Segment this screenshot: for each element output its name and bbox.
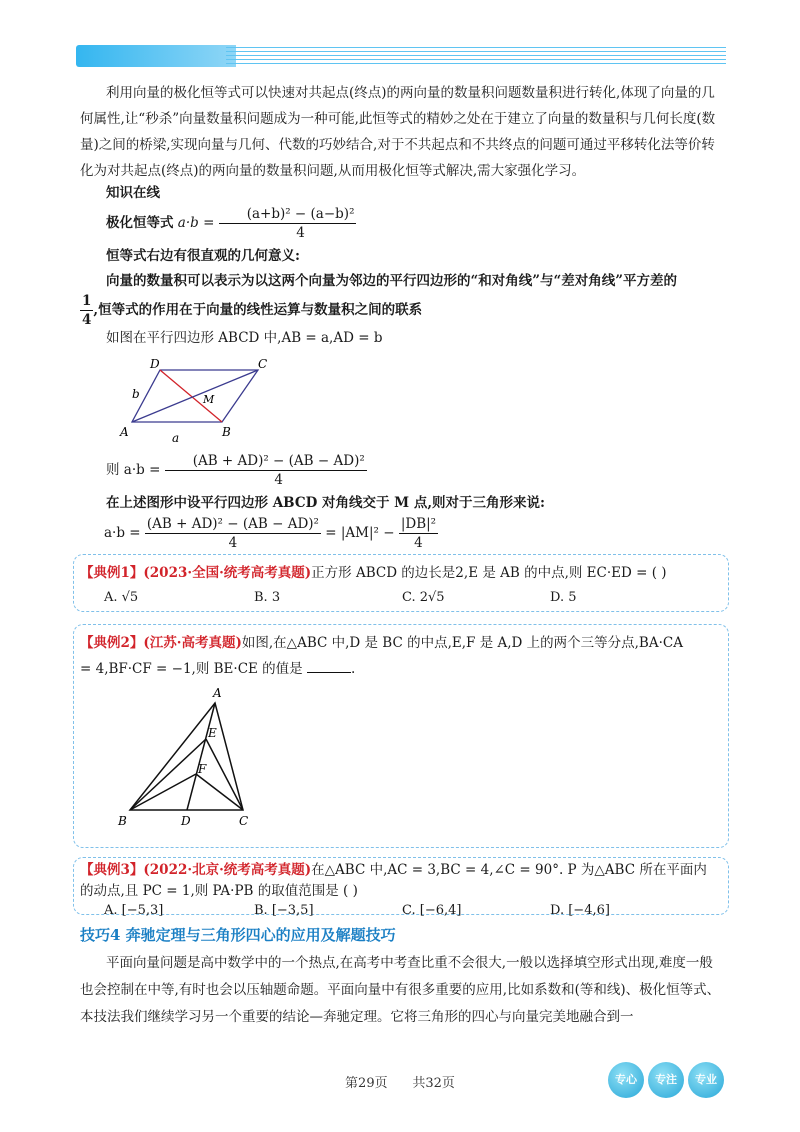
example1-option-a[interactable]: A. √5: [104, 590, 139, 605]
para2b-text: ,恒等式的作用在于向量的线性运算与数量积之间的联系: [93, 302, 423, 318]
header-bar: [76, 45, 236, 67]
tri-label-D: D: [181, 814, 191, 828]
diagonal-ac: [132, 370, 258, 422]
badge-professional: 专业: [688, 1062, 724, 1098]
badge-focus-attention: 专注: [648, 1062, 684, 1098]
example3-line2: 的动点,且 PC = 1,则 PA·PB 的取值范围是 ( ): [80, 883, 358, 899]
knowledge-heading: 知识在线: [106, 185, 160, 201]
section-title: 技巧4 奔驰定理与三角形四心的应用及解题技巧: [80, 926, 396, 944]
then-fraction: [165, 452, 367, 489]
footer-page: 第29页: [345, 1076, 388, 1091]
segment-cf: [196, 774, 243, 810]
label-A: A: [120, 425, 129, 439]
example3-line1: [80, 859, 726, 881]
tri-label-F: F: [198, 762, 207, 776]
quarter-num: 1: [82, 293, 92, 309]
badge-focus-heart: 专心: [608, 1062, 644, 1098]
meaning-line: 恒等式右边有很直观的几何意义:: [106, 248, 300, 264]
figure-intro: 如图在平行四边形 ABCD 中,AB = a,AD = b: [106, 330, 383, 346]
example2-tag: 【典例2】: [80, 635, 144, 651]
example3-option-a[interactable]: A. [−5,3]: [104, 903, 164, 918]
tri-label-B: B: [118, 814, 127, 828]
label-b: b: [132, 387, 140, 401]
example2-answer-blank[interactable]: [307, 672, 351, 673]
parallelogram-figure: [110, 358, 270, 448]
quarter-den: 4: [82, 312, 92, 328]
example2-text2: = 4,BF·CF = −1,则 BE·CE 的值是: [80, 661, 303, 677]
example1-option-d[interactable]: D. 5: [550, 590, 577, 605]
section-paragraph: 平面向量问题是高中数学中的一个热点,在高考中考查比重不会很大,一般以选择填空形式出现,难度一般也会控制在中等,有时也会以压轴题命题。平面向量中有很多重要的应用,比如系数和(等和线)、极化恒等式、本技法我们继续学习另一个重要的结论—奔驰定理。它将三角形的四心与向量完美地融合到一: [80, 955, 721, 1025]
then-denominator: 4: [274, 472, 284, 488]
example2-line1: [80, 630, 726, 656]
tri-label-E: E: [208, 726, 217, 740]
final-formula: [104, 515, 750, 552]
final-numerator: (AB + AD)² − (AB − AD)²: [146, 516, 319, 532]
final-lhs: a·b =: [104, 525, 141, 541]
segment-ce: [206, 739, 243, 810]
label-M: M: [203, 393, 215, 406]
example1-option-c[interactable]: C. 2√5: [402, 590, 445, 605]
final-numerator2: |DB|²: [400, 516, 437, 532]
tri-label-A: A: [213, 686, 222, 700]
para2-line: 向量的数量积可以表示为以这两个向量为邻边的平行四边形的“和对角线”与“差对角线”平方差的: [106, 273, 678, 289]
example2-text1: 如图,在△ABC 中,D 是 BC 的中点,E,F 是 A,D 上的两个三等分点,BA·CA: [241, 635, 683, 651]
final-fraction: [145, 515, 321, 552]
example2-source: (江苏·高考真题): [143, 635, 242, 651]
example2-line2: = 4,BF·CF = −1,则 BE·CE 的值是 .: [80, 661, 356, 677]
label-D: D: [150, 358, 160, 371]
then-formula: [80, 452, 726, 489]
example3-option-b[interactable]: B. [−3,5]: [254, 903, 314, 918]
then-numerator: (AB + AD)² − (AB − AD)²: [165, 452, 367, 471]
example1-option-b[interactable]: B. 3: [254, 590, 281, 605]
identity-lhs: a·b =: [177, 215, 215, 231]
final-mid: = |AM|² −: [325, 525, 395, 541]
tri-label-C: C: [239, 814, 249, 828]
identity-denominator: 4: [296, 225, 305, 241]
setup-line: 在上述图形中设平行四边形 ABCD 对角线交于 M 点,则对于三角形来说:: [106, 495, 546, 511]
header-decoration: [76, 45, 726, 67]
example1-text: 正方形 ABCD 的边长是2,E 是 AB 的中点,则 EC·ED = ( ): [311, 565, 667, 581]
label-C: C: [258, 358, 268, 371]
identity-formula: [80, 205, 726, 242]
para2b-line: [80, 292, 726, 329]
triangle-figure: [115, 685, 265, 833]
example3-text1: 在△ABC 中,AC = 3,BC = 4,∠C = 90°. P 为△ABC 所在平面内: [311, 862, 707, 878]
example3-tag: 【典例3】: [80, 862, 144, 878]
final-fraction2: [399, 515, 438, 552]
example3-source: (2022·北京·统考高考真题): [143, 862, 312, 878]
example1-question: [80, 560, 726, 586]
intro-paragraph: 利用向量的极化恒等式可以快速对共起点(终点)的两向量的数量积问题数量积进行转化,体现了向量的几何属性,让“秒杀”向量数量积问题成为一种可能,此恒等式的精妙之处在于建立了向量的数量积与几何长度(数量)之间的桥梁,实现向量与几何、代数的巧妙结合,对于不共起点和不共终点的问题可通过平移转化法等价转化为对共起点(终点)的两向量的数量积问题,从而用极化恒等式解决,需大家强化学习。: [80, 85, 716, 179]
identity-label: 极化恒等式: [106, 215, 174, 231]
example3-option-c[interactable]: C. [−6,4]: [402, 903, 462, 918]
example3-option-d[interactable]: D. [−4,6]: [550, 903, 610, 918]
final-denominator: 4: [228, 535, 238, 551]
label-a: a: [172, 431, 180, 445]
median-ad: [187, 703, 215, 810]
identity-numerator: (a+b)² − (a−b)²: [219, 205, 357, 224]
example1-tag: 【典例1】: [80, 565, 144, 581]
footer-total: 共32页: [412, 1076, 455, 1091]
label-B: B: [222, 425, 231, 439]
identity-fraction: [219, 205, 357, 242]
header-lines: [226, 47, 726, 65]
final-denominator2: 4: [414, 535, 423, 551]
then-lhs: 则 a·b =: [106, 462, 161, 478]
example1-source: (2023·全国·统考高考真题): [143, 565, 312, 581]
quarter-fraction: [80, 292, 93, 329]
